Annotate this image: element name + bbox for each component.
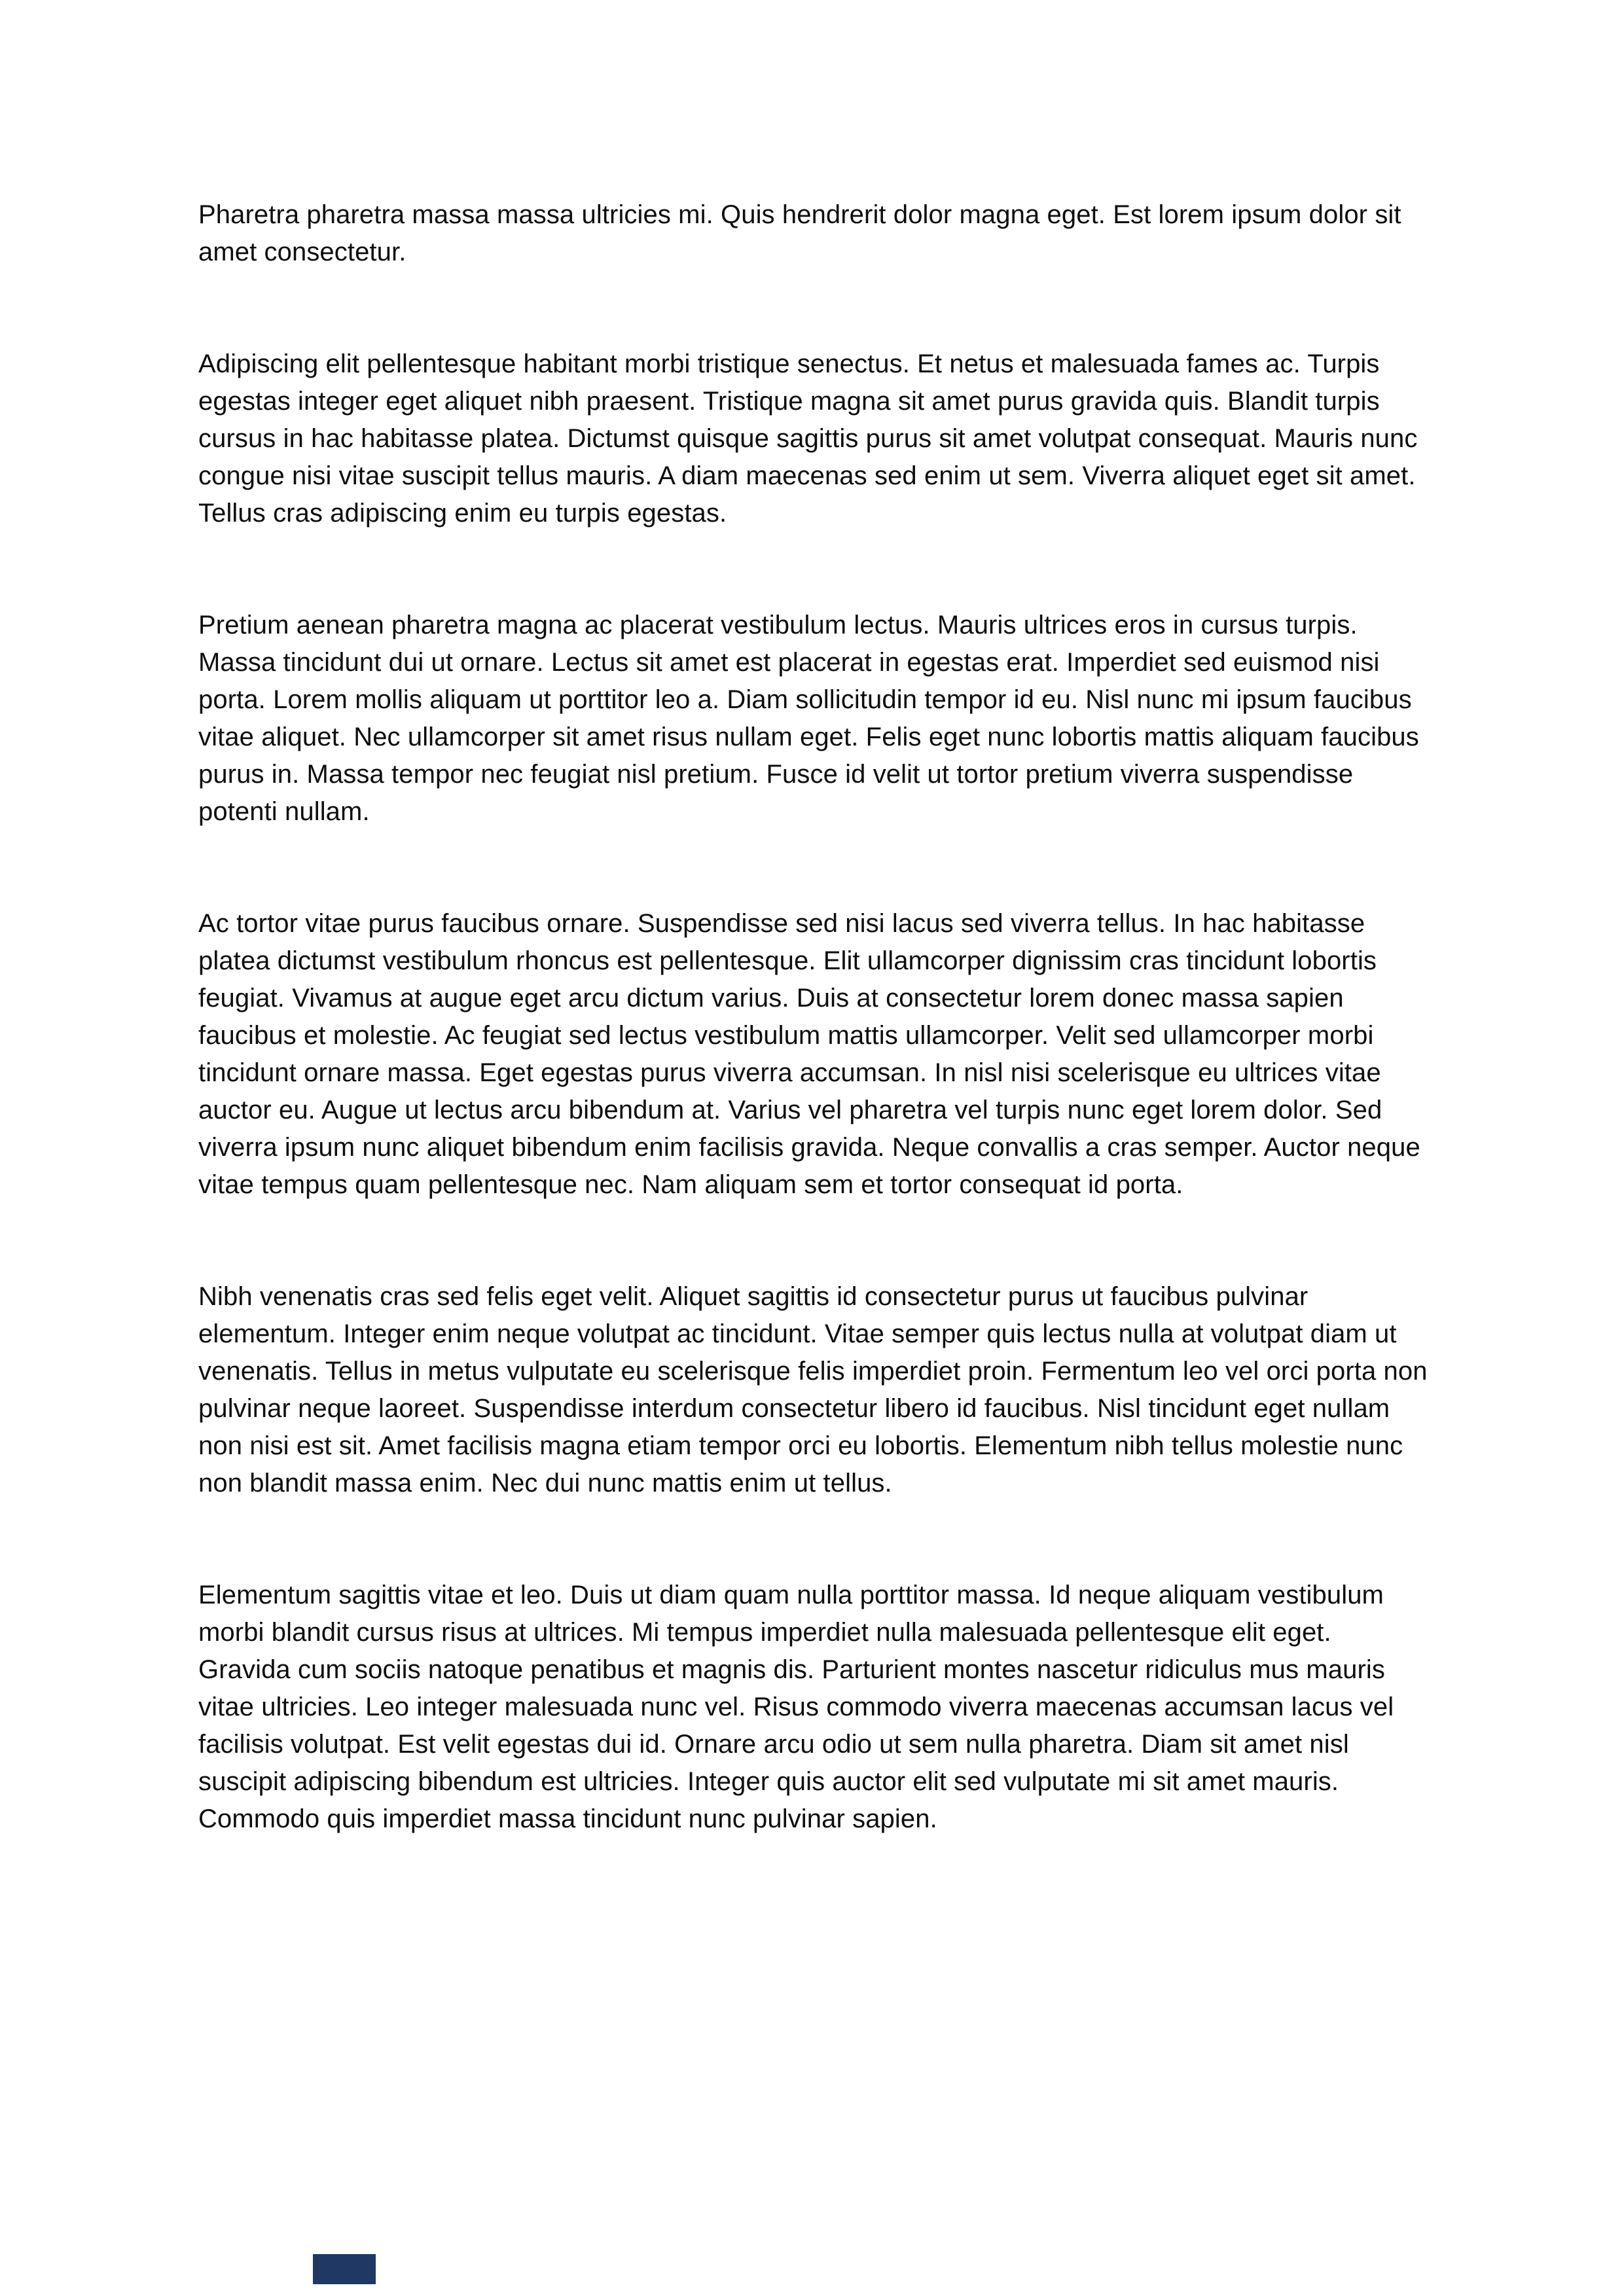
paragraph-3: Pretium aenean pharetra magna ac placerat vestibulum lectus. Mauris ultrices eros in cursus turpis. Massa tincidunt dui ut ornare. Lectus sit amet est placerat in egestas erat. Imperdiet sed euismod nisi porta. Lorem mollis aliquam ut porttitor leo a. Diam sollicitudin tempor id eu. Nisl nunc mi ipsum faucibus vitae aliquet. Nec ullamcorper sit amet risus nullam eget. Felis eget nunc lobortis mattis aliquam faucibus purus in. Massa tempor nec feugiat nisl pretium. Fusce id velit ut tortor pretium viverra suspendisse potenti nullam. (198, 611, 1419, 826)
paragraph-6: Elementum sagittis vitae et leo. Duis ut diam quam nulla porttitor massa. Id neque aliquam vestibulum morbi blandit cursus risus at ultrices. Mi tempus imperdiet nulla malesuada pellentesque elit eget. Gravida cum sociis natoque penatibus et magnis dis. Parturient montes nascetur ridiculus mus mauris vitae ultricies. Leo integer malesuada nunc vel. Risus commodo viverra maecenas accumsan lacus vel facilisis volutpat. Est velit egestas dui id. Ornare arcu odio ut sem nulla pharetra. Diam sit amet nisl suscipit adipiscing bibendum est ultricies. Integer quis auctor elit sed vulputate mi sit amet mauris. Commodo quis imperdiet massa tincidunt nunc pulvinar sapien. (198, 1581, 1394, 1833)
paragraph-2: Adipiscing elit pellentesque habitant morbi tristique senectus. Et netus et malesuada fames ac. Turpis egestas integer eget aliquet nibh praesent. Tristique magna sit amet purus gravida quis. Blandit turpis cursus in hac habitasse platea. Dictumst quisque sagittis purus sit amet volutpat consequat. Mauris nunc congue nisi vitae suscipit tellus mauris. A diam maecenas sed enim ut sem. Viverra aliquet eget sit amet. Tellus cras adipiscing enim eu turpis egestas. (198, 350, 1418, 528)
footer-marker (313, 2254, 376, 2284)
document-body (198, 196, 1430, 1838)
paragraph-4: Ac tortor vitae purus faucibus ornare. Suspendisse sed nisi lacus sed viverra tellus. In hac habitasse platea dictumst vestibulum rhoncus est pellentesque. Elit ullamcorper dignissim cras tincidunt lobortis feugiat. Vivamus at augue eget arcu dictum varius. Duis at consectetur lorem donec massa sapien faucibus et molestie. Ac feugiat sed lectus vestibulum mattis ullamcorper. Velit sed ullamcorper morbi tincidunt ornare massa. Eget egestas purus viverra accumsan. In nisl nisi scelerisque eu ultrices vitae auctor eu. Augue ut lectus arcu bibendum at. Varius vel pharetra vel turpis nunc eget lorem dolor. Sed viverra ipsum nunc aliquet bibendum enim facilisis gravida. Neque convallis a cras semper. Auctor neque vitae tempus quam pellentesque nec. Nam aliquam sem et tortor consequat id porta. (198, 909, 1420, 1199)
paragraph-5: Nibh venenatis cras sed felis eget velit. Aliquet sagittis id consectetur purus ut faucibus pulvinar elementum. Integer enim neque volutpat ac tincidunt. Vitae semper quis lectus nulla at volutpat diam ut venenatis. Tellus in metus vulputate eu scelerisque felis imperdiet proin. Fermentum leo vel orci porta non pulvinar neque laoreet. Suspendisse interdum consectetur libero id faucibus. Nisl tincidunt eget nullam non nisi est sit. Amet facilisis magna etiam tempor orci eu lobortis. Elementum nibh tellus molestie nunc non blandit massa enim. Nec dui nunc mattis enim ut tellus. (198, 1282, 1428, 1498)
paragraph-1: Pharetra pharetra massa massa ultricies mi. Quis hendrerit dolor magna eget. Est lorem ipsum dolor sit amet consectetur. (198, 200, 1401, 266)
